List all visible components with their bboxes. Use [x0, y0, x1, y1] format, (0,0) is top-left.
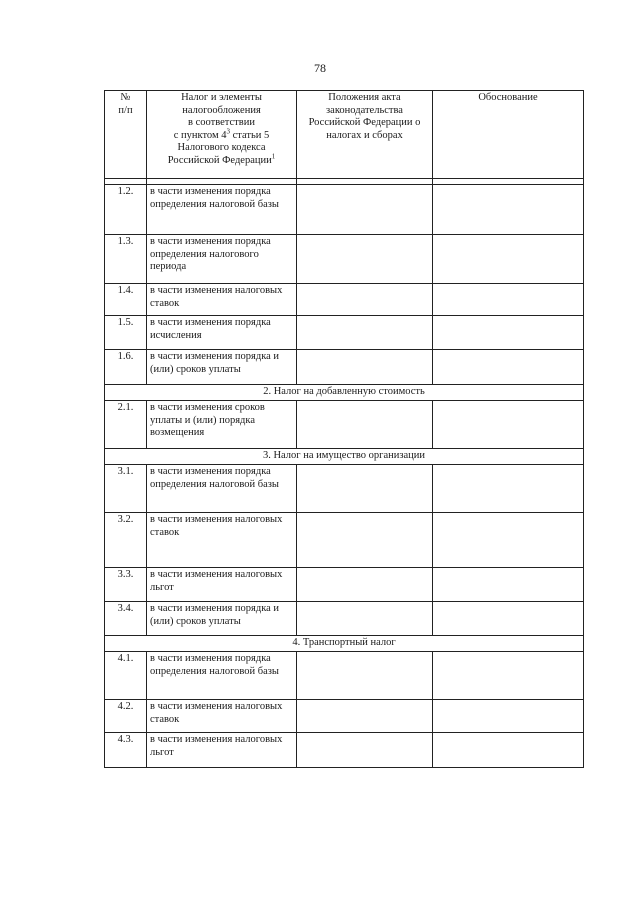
table-row: 3.2. в части изменения налоговых ставок: [105, 513, 584, 568]
page-number: 78: [314, 61, 326, 75]
section-row: 4. Транспортный налог: [105, 636, 584, 652]
table-row: 2.1. в части изменения сроков уплаты и (или) порядка возмещения: [105, 401, 584, 449]
section-row: 3. Налог на имущество организации: [105, 449, 584, 465]
table-row: 1.2. в части изменения порядка определения налоговой базы: [105, 185, 584, 235]
table-row: 4.1. в части изменения порядка определения налоговой базы: [105, 652, 584, 700]
header-provisions: Положения акта законодательства Российской Федерации о налогах и сборах: [297, 91, 433, 179]
tax-table: [104, 90, 584, 768]
header-justification: Обоснование: [433, 91, 584, 179]
table-row: 4.2. в части изменения налоговых ставок: [105, 700, 584, 733]
table-row: 3.4. в части изменения порядка и (или) сроков уплаты: [105, 602, 584, 636]
table-row: 3.1. в части изменения порядка определения налоговой базы: [105, 465, 584, 513]
table-row: 3.3. в части изменения налоговых льгот: [105, 568, 584, 602]
table-row: 4.3. в части изменения налоговых льгот: [105, 733, 584, 768]
table-row: 1.6. в части изменения порядка и (или) сроков уплаты: [105, 350, 584, 385]
section-row: 2. Налог на добавленную стоимость: [105, 385, 584, 401]
header-number: № п/п: [105, 91, 147, 179]
table-row: 1.4. в части изменения налоговых ставок: [105, 284, 584, 316]
header-row: [105, 91, 584, 179]
header-tax-elements: Налог и элементы налогообложения в соответствии с пунктом $4^3$ статьи 5 Налогового кодекса Российской Федерации$^1$: [147, 91, 297, 179]
table-row: 1.5. в части изменения порядка исчисления: [105, 316, 584, 350]
table-row: 1.3. в части изменения порядка определения налогового периода: [105, 235, 584, 284]
